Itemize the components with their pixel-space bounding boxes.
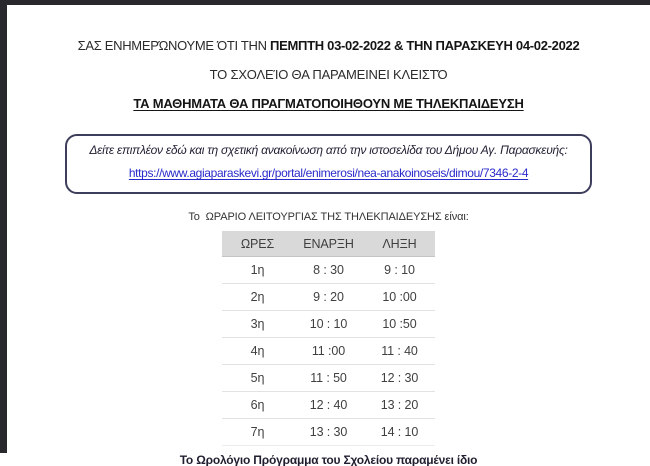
schedule-cell-end: 12 : 30	[364, 365, 435, 392]
schedule-cell-end: 10 :00	[364, 284, 435, 311]
schedule-header-hours: ΩΡΕΣ	[222, 231, 293, 257]
schedule-cell-end: 11 : 40	[364, 338, 435, 365]
announcement-line-dates	[7, 38, 650, 53]
announcement-dates-bold: ΠΕΜΠΤΗ 03-02-2022 & ΤΗΝ ΠΑΡΑΣΚΕΥΗ 04-02-2022	[270, 38, 580, 53]
schedule-cell-end: 10 :50	[364, 311, 435, 338]
schedule-cell-hour: 3η	[222, 311, 293, 338]
document-content	[7, 5, 650, 466]
announcement-line-closed: ΤΟ ΣΧΟΛΕΊΟ ΘΑ ΠΑΡΑΜΕΙΝΕΙ ΚΛΕΙΣΤΌ	[209, 67, 448, 82]
notice-box	[65, 134, 592, 194]
schedule-header-row	[222, 231, 435, 257]
schedule-cell-hour: 4η	[222, 338, 293, 365]
schedule-cell-hour: 5η	[222, 365, 293, 392]
municipality-announcement-link[interactable]: https://www.agiaparaskevi.gr/portal/enimerosi/nea-anakoinoseis/dimou/7346-2-4	[128, 166, 529, 180]
schedule-cell-hour: 2η	[222, 284, 293, 311]
schedule-cell-start: 13 : 30	[293, 419, 364, 446]
schedule-cell-hour: 1η	[222, 257, 293, 284]
schedule-intro-text: Το ΩΡΑΡΙΟ ΛΕΙΤΟΥΡΓΙΑΣ ΤΗΣ ΤΗΛΕΚΠΑΙΔΕΥΣΗΣ είναι:	[188, 211, 469, 223]
schedule-header-end: ΛΗΞΗ	[364, 231, 435, 257]
schedule-cell-start: 10 : 10	[293, 311, 364, 338]
schedule-row	[222, 311, 435, 338]
schedule-cell-end: 13 : 20	[364, 392, 435, 419]
schedule-row	[222, 338, 435, 365]
schedule-cell-start: 11 : 50	[293, 365, 364, 392]
schedule-cell-start: 12 : 40	[293, 392, 364, 419]
schedule-row	[222, 392, 435, 419]
teleteaching-schedule-table	[222, 231, 435, 446]
schedule-row	[222, 419, 435, 446]
schedule-row	[222, 365, 435, 392]
schedule-row	[222, 284, 435, 311]
schedule-header-start: ΕΝΑΡΞΗ	[293, 231, 364, 257]
schedule-cell-end: 14 : 10	[364, 419, 435, 446]
schedule-cell-hour: 7η	[222, 419, 293, 446]
schedule-table-body	[222, 257, 435, 446]
announcement-line-dates-prefix: ΣΑΣ ΕΝΗΜΕΡΏΝΟΥΜΕ ΌΤΙ ΤΗΝ	[77, 38, 271, 53]
schedule-cell-end: 9 : 10	[364, 257, 435, 284]
window-left-edge	[0, 0, 7, 453]
closing-note-text: Το Ωρολόγιο Πρόγραμμα του Σχολείου παραμένει ίδιο	[179, 453, 478, 466]
schedule-cell-start: 9 : 20	[293, 284, 364, 311]
notice-box-text: Δείτε επιπλέον εδώ και τη σχετική ανακοίνωση από την ιστοσελίδα του Δήμου Αγ. Παρασκευής:	[89, 143, 568, 157]
schedule-row	[222, 257, 435, 284]
schedule-cell-hour: 6η	[222, 392, 293, 419]
schedule-table-head	[222, 231, 435, 257]
schedule-cell-start: 8 : 30	[293, 257, 364, 284]
schedule-cell-start: 11 :00	[293, 338, 364, 365]
announcement-line-distance-learning: ΤΑ ΜΑΘΗΜΑΤΑ ΘΑ ΠΡΑΓΜΑΤΟΠΟΙΗΘΟΥΝ ΜΕ ΤΗΛΕΚΠΑΙΔΕΥΣΗ	[133, 96, 524, 111]
